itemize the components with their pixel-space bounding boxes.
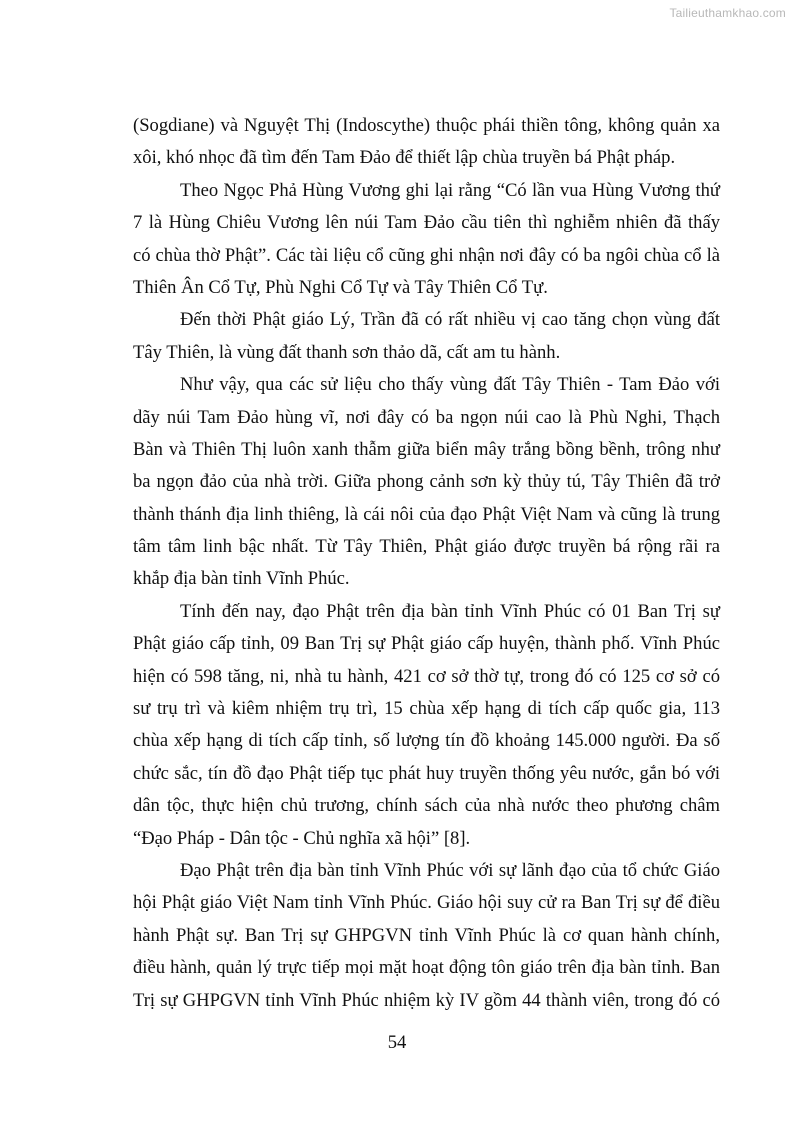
- paragraph: [133, 596, 720, 855]
- text-line: Phật giáo cấp tỉnh, 09 Ban Trị sự Phật giáo cấp huyện, thành phố. Vĩnh Phúc: [133, 633, 720, 655]
- watermark: Tailieuthamkhao.com: [669, 6, 786, 20]
- paragraph: [133, 110, 720, 175]
- text-line: khắp địa bàn tỉnh Vĩnh Phúc.: [133, 568, 350, 590]
- text-line: xôi, khó nhọc đã tìm đến Tam Đảo để thiết lập chùa truyền bá Phật pháp.: [133, 147, 676, 169]
- paragraph: [133, 175, 720, 305]
- text-line: Bàn và Thiên Thị luôn xanh thẫm giữa biển mây trắng bồng bềnh, trông như: [133, 438, 720, 460]
- text-line: dãy núi Tam Đảo hùng vĩ, nơi đây có ba ngọn núi cao là Phù Nghi, Thạch: [133, 406, 720, 428]
- paragraph: [133, 304, 720, 369]
- text-line: Đến thời Phật giáo Lý, Trần đã có rất nhiều vị cao tăng chọn vùng đất: [180, 309, 720, 331]
- text-line: hiện có 598 tăng, ni, nhà tu hành, 421 cơ sở thờ tự, trong đó có 125 cơ sở có: [133, 665, 720, 687]
- text-line: chùa xếp hạng di tích cấp tỉnh, số lượng tín đồ khoảng 145.000 người. Đa số: [133, 730, 720, 752]
- text-line: chức sắc, tín đồ đạo Phật tiếp tục phát huy truyền thống yêu nước, gắn bó với: [133, 762, 720, 784]
- text-line: Tây Thiên, là vùng đất thanh sơn thảo dã, cất am tu hành.: [133, 341, 561, 363]
- text-line: điều hành, quản lý trực tiếp mọi mặt hoạt động tôn giáo trên địa bàn tỉnh. Ban: [133, 957, 720, 979]
- paragraph: [133, 369, 720, 596]
- text-line: (Sogdiane) và Nguyệt Thị (Indoscythe) thuộc phái thiền tông, không quản xa: [133, 115, 720, 136]
- text-line: tâm tâm linh bậc nhất. Từ Tây Thiên, Phật giáo được truyền bá rộng rãi ra: [133, 536, 720, 558]
- text-line: Theo Ngọc Phả Hùng Vương ghi lại rằng “Có lần vua Hùng Vương thứ: [180, 179, 720, 201]
- text-line: Đạo Phật trên địa bàn tỉnh Vĩnh Phúc với sự lãnh đạo của tổ chức Giáo: [180, 859, 720, 881]
- text-line: có chùa thờ Phật”. Các tài liệu cổ cũng ghi nhận nơi đây có ba ngôi chùa cổ là: [133, 244, 720, 266]
- text-line: Như vậy, qua các sử liệu cho thấy vùng đất Tây Thiên - Tam Đảo với: [180, 374, 720, 396]
- text-line: Tính đến nay, đạo Phật trên địa bàn tỉnh Vĩnh Phúc có 01 Ban Trị sự: [180, 600, 720, 622]
- text-line: thành thánh địa linh thiêng, là cái nôi của đạo Phật Việt Nam và cũng là trung: [133, 503, 720, 525]
- text-line: “Đạo Pháp - Dân tộc - Chủ nghĩa xã hội” [8].: [133, 827, 471, 849]
- text-line: ba ngọn đảo của nhà trời. Giữa phong cảnh sơn kỳ thủy tú, Tây Thiên đã trở: [133, 471, 720, 493]
- paragraph: [133, 855, 720, 1017]
- text-line: Trị sự GHPGVN tỉnh Vĩnh Phúc nhiệm kỳ IV gồm 44 thành viên, trong đó có: [133, 989, 720, 1011]
- document-body: [133, 110, 720, 1017]
- text-line: 7 là Hùng Chiêu Vương lên núi Tam Đảo cầu tiên thì nghiễm nhiên đã thấy: [133, 212, 720, 234]
- text-line: dân tộc, thực hiện chủ trương, chính sách của nhà nước theo phương châm: [133, 795, 720, 817]
- text-line: hội Phật giáo Việt Nam tỉnh Vĩnh Phúc. Giáo hội suy cử ra Ban Trị sự để điều: [133, 892, 720, 914]
- text-line: sư trụ trì và kiêm nhiệm trụ trì, 15 chùa xếp hạng di tích cấp quốc gia, 113: [133, 698, 720, 720]
- text-line: hành Phật sự. Ban Trị sự GHPGVN tỉnh Vĩnh Phúc là cơ quan hành chính,: [133, 924, 720, 946]
- page-number: 54: [387, 1032, 407, 1053]
- text-line: Thiên Ân Cổ Tự, Phù Nghi Cổ Tự và Tây Thiên Cổ Tự.: [133, 276, 548, 298]
